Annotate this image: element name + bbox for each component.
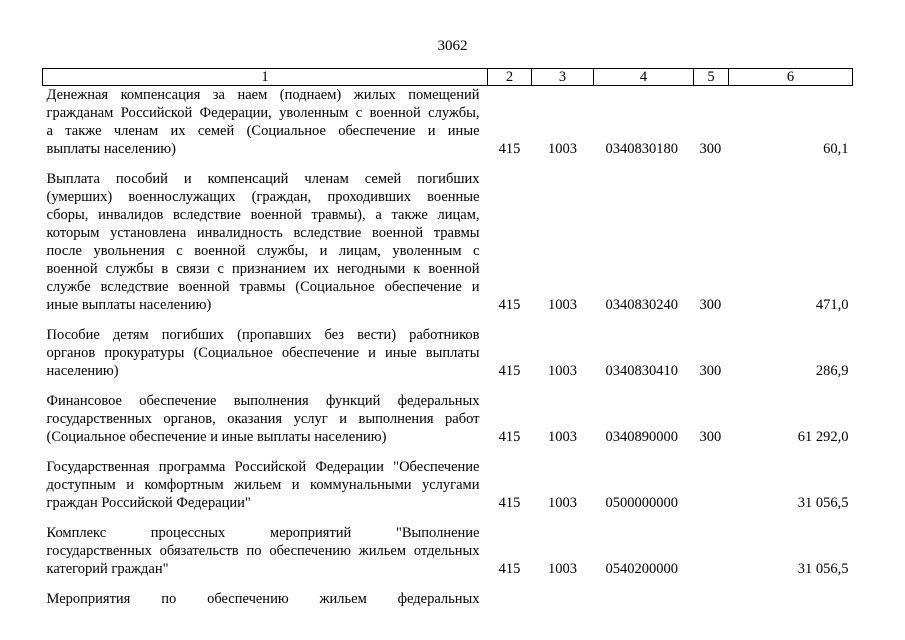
item-name-line: гражданам Российской Федерации, уволенным с военной службы, [46,105,480,121]
row-spacer [43,578,853,590]
table-row [43,524,853,578]
target-article-cell: 0500000000 [605,495,678,511]
item-name-line: государственных органов, оказания услуг и выполнения работ [46,411,480,427]
target-article-cell: 0340830410 [605,363,678,379]
item-name-line: населению) [46,363,119,379]
section-code-cell [488,590,532,608]
column-header-2: 2 [488,69,532,86]
item-name-line: службе вследствие военной травмы (Социальное обеспечение и [46,279,480,295]
amount-cell: 471,0 [815,297,849,313]
item-name-line: сборы, инвалидов вследствие военной травмы), а также лицам, [46,207,480,223]
section-code-cell: 415 [498,561,521,577]
subsection-code-cell: 1003 [548,495,577,511]
row-spacer [43,446,853,458]
column-header-1: 1 [43,69,488,86]
spacer-cell [43,314,853,326]
subsection-code-cell: 1003 [548,297,577,313]
section-code-cell: 415 [498,297,521,313]
section-code-cell: 415 [498,363,521,379]
expense-type-cell [694,524,729,578]
item-name-line: Финансовое обеспечение выполнения функций федеральных [46,393,480,409]
subsection-code-cell: 1003 [548,429,577,445]
row-spacer [43,380,853,392]
item-name-cell [43,326,488,380]
item-name-line: государственных обязательств по обеспечению жильем отдельных [46,543,480,559]
amount-cell [729,590,853,608]
table-row [43,590,853,608]
target-article-cell [594,590,694,608]
table-row [43,458,853,512]
spacer-cell [43,512,853,524]
subsection-code-cell: 1003 [548,363,577,379]
item-name-line: военной службы в связи с признанием их негодными к военной [46,261,480,277]
column-header-4: 4 [594,69,694,86]
item-name-line: после увольнения с военной службы, и лицам, уволенным с [46,243,480,259]
item-name-line: а также членам их семей (Социальное обеспечение и иные [46,123,480,139]
table-row [43,86,853,159]
item-name-line: Мероприятия по обеспечению жильем федеральных [46,591,480,607]
section-code-cell: 415 [498,429,521,445]
item-name-cell [43,458,488,512]
spacer-cell [43,446,853,458]
row-spacer [43,512,853,524]
target-article-cell: 0340890000 [605,429,678,445]
item-name-cell [43,590,488,608]
amount-cell: 31 056,5 [797,495,849,511]
target-article-cell: 0340830180 [605,141,678,157]
section-code-cell: 415 [498,141,521,157]
item-name-line: иные выплаты населению) [46,297,212,313]
item-name-line: Денежная компенсация за наем (поднаем) жилых помещений [46,87,480,103]
expense-type-cell: 300 [699,363,722,379]
budget-table [42,68,853,608]
item-name-line: категорий граждан" [46,561,169,577]
column-header-5: 5 [694,69,729,86]
item-name-line: (Социальное обеспечение и иные выплаты населению) [46,429,387,445]
item-name-line: доступным и комфортным жильем и коммунальными услугами [46,477,480,493]
subsection-code-cell: 1003 [548,561,577,577]
spacer-cell [43,380,853,392]
item-name-cell [43,86,488,159]
item-name-line: которым установлена инвалидность вследствие военной травмы [46,225,480,241]
item-name-line: выплаты населению) [46,141,176,157]
section-code-cell: 415 [498,495,521,511]
item-name-line: Государственная программа Российской Федерации "Обеспечение [46,459,480,475]
target-article-cell: 0540200000 [605,561,678,577]
item-name-cell [43,524,488,578]
spacer-cell [43,158,853,170]
item-name-line: (умерших) военнослужащих (граждан, проходивших военные [46,189,480,205]
item-name-line: Выплата пособий и компенсаций членам семей погибших [46,171,480,187]
item-name-line: граждан Российской Федерации" [46,495,251,511]
subsection-code-cell: 1003 [548,141,577,157]
table-row [43,170,853,314]
row-spacer [43,314,853,326]
column-header-3: 3 [532,69,594,86]
expense-type-cell [694,590,729,608]
column-header-6: 6 [729,69,853,86]
item-name-line: Комплекс процессных мероприятий "Выполнение [46,525,480,541]
item-name-line: органов прокуратуры (Социальное обеспечение и иные выплаты [46,345,480,361]
item-name-cell [43,170,488,314]
row-spacer [43,158,853,170]
spacer-cell [43,578,853,590]
target-article-cell: 0340830240 [605,297,678,313]
expense-type-cell: 300 [699,297,722,313]
table-body [43,86,853,609]
item-name-line: Пособие детям погибших (пропавших без вести) работников [46,327,480,343]
table-row [43,392,853,446]
expense-type-cell [694,458,729,512]
expense-type-cell: 300 [699,141,722,157]
subsection-code-cell [532,590,594,608]
amount-cell: 286,9 [815,363,849,379]
item-name-cell [43,392,488,446]
amount-cell: 60,1 [823,141,849,157]
expense-type-cell: 300 [699,429,722,445]
table-row [43,326,853,380]
amount-cell: 61 292,0 [797,429,849,445]
page-number: 3062 [437,38,468,54]
amount-cell: 31 056,5 [797,561,849,577]
table-header-row [43,69,853,86]
